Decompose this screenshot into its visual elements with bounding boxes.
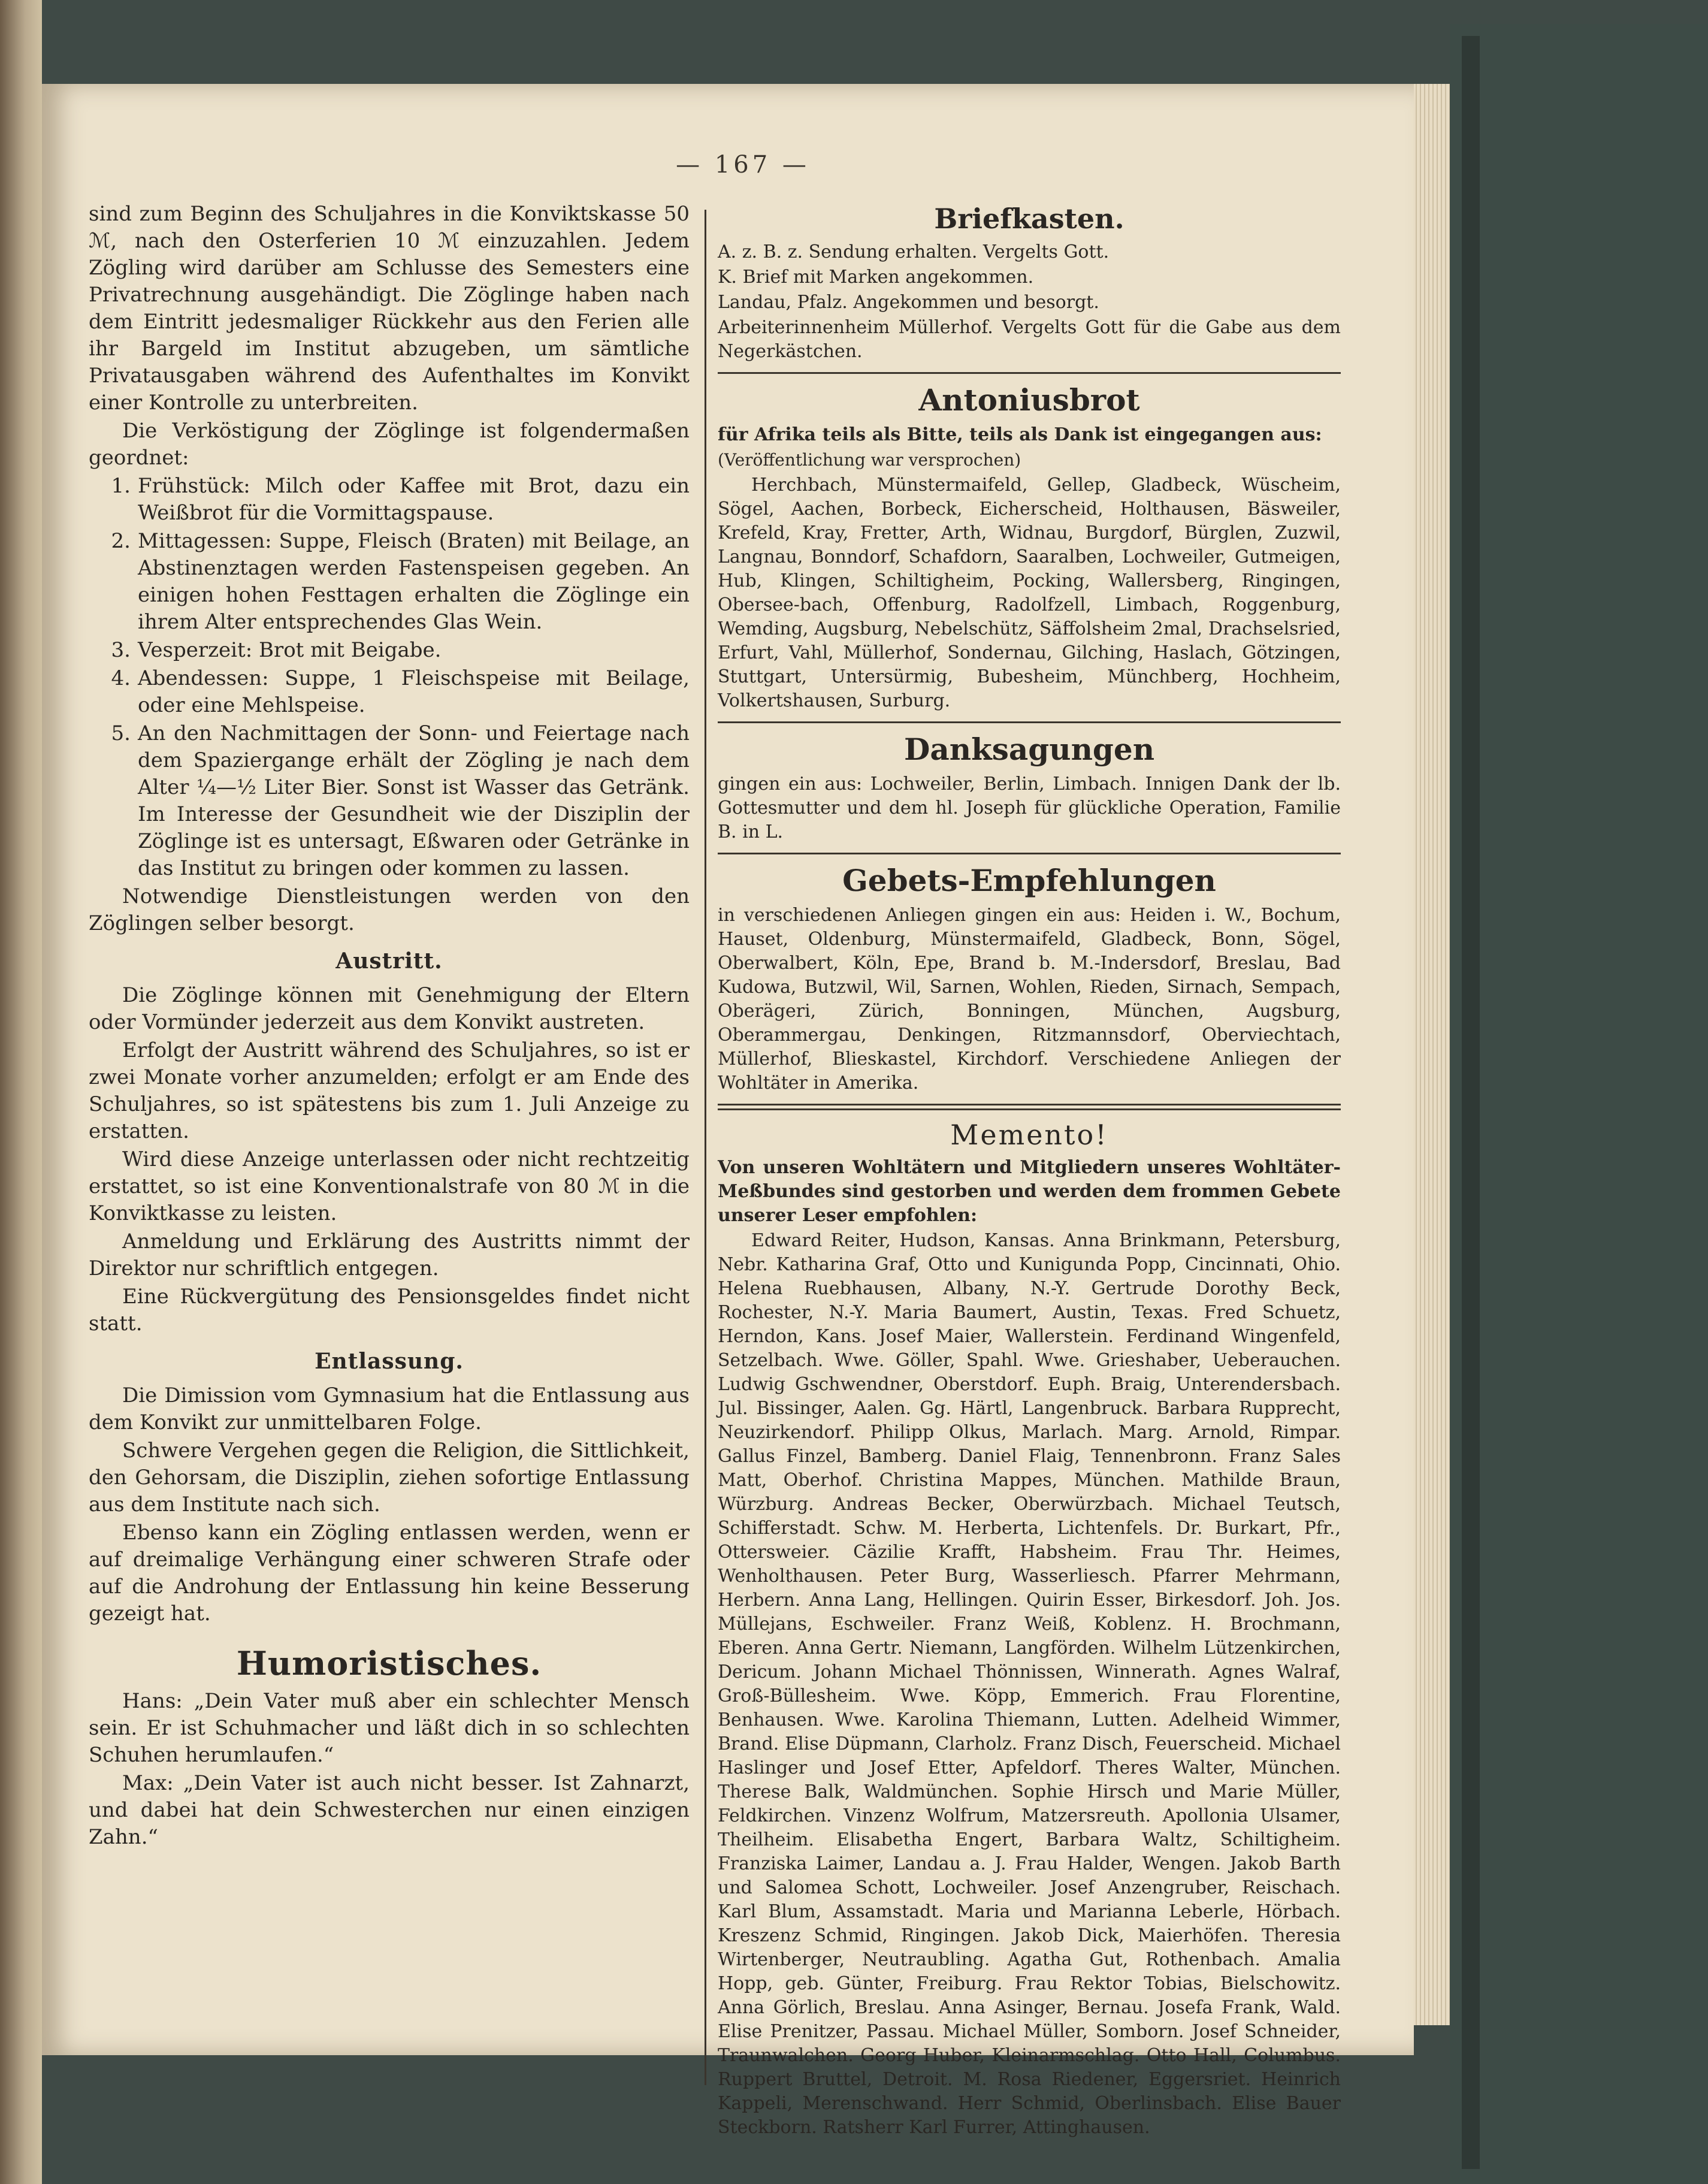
column-divider bbox=[705, 210, 706, 2085]
meals-intro: Die Verköstigung der Zöglinge ist folgendermaßen geordnet: bbox=[89, 419, 690, 470]
section-double-rule bbox=[718, 1104, 1341, 1110]
meal-text: An den Nachmittagen der Sonn- und Feiertage nach dem Spaziergange erhält der Zögling je nach dem Alter ¼—½ Liter Bier. Sonst ist Wasser das Getränk. Im Interesse der Gesundheit wie der Disziplin der Zöglinge ist es untersagt, Eßwaren oder Getränke in das Institut zu bringen oder kommen zu lassen. bbox=[138, 721, 690, 880]
dank-text: gingen ein aus: Lochweiler, Berlin, Limbach. Innigen Dank der lb. Gottesmutter und dem hl. Joseph für glückliche Operation, Familie B. in L. bbox=[718, 774, 1341, 842]
antoniusbrot-subheading: für Afrika teils als Bitte, teils als Dank ist eingegangen aus: bbox=[718, 424, 1322, 445]
meal-number: 2. bbox=[111, 529, 131, 553]
entlassung-heading: Entlassung. bbox=[315, 1349, 464, 1374]
right-column bbox=[718, 201, 1341, 2138]
meal-item bbox=[89, 720, 690, 882]
meal-number: 3. bbox=[111, 638, 131, 662]
humor-paragraph: Hans: „Dein Vater muß aber ein schlechter Mensch sein. Er ist Schuhmacher und läßt dich in so schlechten Schuhen herumlaufen.“ bbox=[89, 1689, 690, 1767]
austritt-heading: Austritt. bbox=[335, 948, 443, 974]
entlassung-paragraph: Ebenso kann ein Zögling entlassen werden, wenn er auf dreimalige Verhängung einer schweren Strafe oder auf die Androhung der Entlassung hin keine Besserung gezeigt hat. bbox=[89, 1521, 690, 1626]
austritt-paragraph: Wird diese Anzeige unterlassen oder nicht rechtzeitig erstattet, so ist eine Konventionalstrafe von 80 ℳ in die Konviktkasse zu leisten. bbox=[89, 1147, 690, 1225]
page-number: — 167 — bbox=[676, 151, 810, 179]
book-page bbox=[42, 84, 1414, 2138]
services-paragraph: Notwendige Dienstleistungen werden von den Zöglingen selber besorgt. bbox=[89, 884, 690, 935]
section-rule bbox=[718, 721, 1341, 723]
briefkasten-line: Landau, Pfalz. Angekommen und besorgt. bbox=[718, 292, 1099, 313]
book-cover-edge bbox=[1462, 36, 1480, 2169]
humor-paragraph: Max: „Dein Vater ist auch nicht besser. Ist Zahnarzt, und dabei hat dein Schwesterchen nur einen einzigen Zahn.“ bbox=[89, 1771, 690, 1849]
meal-number: 5. bbox=[111, 721, 131, 745]
austritt-paragraph: Erfolgt der Austritt während des Schuljahres, so ist er zwei Monate vorher anzumelden; erfolgt er am Ende des Schuljahres, so ist spätestens bis zum 1. Juli Anzeige zu erstatten. bbox=[89, 1038, 690, 1143]
memento-text: Edward Reiter, Hudson, Kansas. Anna Brinkmann, Petersburg, Nebr. Katharina Graf, Otto und Kunigunda Popp, Cincinnati, Ohio. Helena Ruebhausen, Albany, N.-Y. Gertrude Dorothy Beck, Rochester, N.-Y. Maria Baumert, Austin, Texas. Fred Schuetz, Herndon, Kans. Josef Maier, Wallerstein. Ferdinand Wingenfeld, Setzelbach. Wwe. Göller, Spahl. Wwe. Grieshaber, Ueberauchen. Ludwig Gschwendner, Oberstdorf. Euph. Braig, Unterendersbach. Jul. Bissinger, Aalen. Gg. Härtl, Langenbruck. Barbara Rupprecht, Neuzirkendorf. Philipp Olkus, Marlach. Marg. Arnold, Rimpar. Gallus Finzel, Bamberg. Daniel Flaig, Tennenbronn. Franz Sales Matt, Oberhof. Christina Mappes, München. Mathilde Braun, Würzburg. Andreas Becker, Oberwürzbach. Michael Teutsch, Schifferstadt. Schw. M. Herberta, Lichtenfels. Dr. Burkart, Pfr., Ottersweier. Cäzilie Krafft, Habsheim. Frau Thr. Heimes, Wenholthausen. Peter Burg, Wasserliesch. Pfarrer Mehrmann, Herbern. Anna Lang, Hellingen. Quirin Esser, Birkesdorf. Joh. Jos. Müllejans, Eschweiler. Franz Weiß, Koblenz. H. Brochmann, Eberen. Anna Gertr. Niemann, Langförden. Wilhelm Lützenkirchen, Dericum. Johann Michael Thönnissen, Winnerath. Agnes Walraf, Groß-Büllesheim. Wwe. Köpp, Emmerich. Frau Florentine, Benhausen. Wwe. Karolina Thiemann, Lutten. Adelheid Wimmer, Brand. Elise Düpmann, Clarholz. Franz Disch, Feuerscheid. Michael Haslinger und Josef Etter, Apfeldorf. Theres Walter, München. Therese Balk, Waldmünchen. Sophie Hirsch und Marie Müller, Feldkirchen. Vinzenz Wolfrum, Matzersreuth. Apollonia Ulsamer, Theilheim. Elisabetha Engert, Barbara Waltz, Schiltigheim. Franziska Laimer, Landau a. J. Frau Halder, Wengen. Jakob Barth und Salomea Schott, Lochweiler. Josef Anzengruber, Reischach. Karl Blum, Assamstadt. Maria und Marianna Leberle, Hörbach. Kreszenz Schmid, Ringingen. Jakob Dick, Maierhöfen. Theresia Wirtenberger, Neutraubling. Agatha Gut, Rothenbach. Amalia Hopp, geb. Günter, Freiburg. Frau Rektor Tobias, Bielschowitz. Anna Görlich, Breslau. Anna Asinger, Bernau. Josefa Frank, Wald. Elise Prenitzer, Passau. Michael Müller, Somborn. Josef Schneider, Traunwalchen. Georg Huber, Kleinarmschlag. Otto Hall, Columbus. Ruppert Bruttel, Detroit. M. Rosa Riedener, Eggersriet. Heinrich Kappeli, Merenschwand. Herr Schmid, Oberlinsbach. Elise Bauer Steckborn. Ratsherr Karl Furrer, Attinghausen. bbox=[718, 1230, 1341, 2138]
book-cover-right bbox=[1450, 24, 1708, 2184]
briefkasten-line: Arbeiterinnenheim Müllerhof. Vergelts Gott für die Gabe aus dem Negerkästchen. bbox=[718, 317, 1341, 362]
meal-number: 1. bbox=[111, 474, 131, 498]
briefkasten-heading: Briefkasten. bbox=[934, 203, 1124, 235]
humor-heading: Humoristisches. bbox=[236, 1644, 542, 1682]
meal-text: Frühstück: Milch oder Kaffee mit Brot, dazu ein Weißbrot für die Vormittagspause. bbox=[138, 474, 690, 525]
meal-item bbox=[89, 637, 690, 664]
book-spine-left bbox=[0, 0, 42, 2184]
austritt-paragraph: Die Zöglinge können mit Genehmigung der Eltern oder Vormünder jederzeit aus dem Konvikt austreten. bbox=[89, 983, 690, 1034]
section-rule bbox=[718, 853, 1341, 854]
antoniusbrot-heading: Antoniusbrot bbox=[918, 382, 1140, 418]
meal-item bbox=[89, 665, 690, 719]
entlassung-paragraph: Schwere Vergehen gegen die Religion, die Sittlichkeit, den Gehorsam, die Disziplin, ziehen sofortige Entlassung aus dem Institute nach sich. bbox=[89, 1439, 690, 1517]
intro-paragraph: sind zum Beginn des Schuljahres in die Konviktskasse 50 ℳ, nach den Osterferien 10 ℳ einzuzahlen. Jedem Zögling wird darüber am Schlusse des Semesters eine Privatrechnung ausgehändigt. Die Zöglinge haben nach dem Eintritt jedesmaliger Rückkehr aus den Ferien alle ihr Bargeld im Institut abzugeben, um sämtliche Privatausgaben während des Aufenthaltes im Konvikt einer Kontrolle zu unterbreiten. bbox=[89, 202, 690, 415]
austritt-paragraph: Eine Rückvergütung des Pensionsgeldes findet nicht statt. bbox=[89, 1285, 690, 1336]
section-rule bbox=[718, 372, 1341, 374]
antoniusbrot-text: Herchbach, Münstermaifeld, Gellep, Gladbeck, Wüscheim, Sögel, Aachen, Borbeck, Eicherscheid, Holthausen, Bäsweiler, Krefeld, Kray, Fretter, Arth, Widnau, Burgdorf, Bürglen, Zuzwil, Langnau, Bonndorf, Schafdorn, Saaralben, Lochweiler, Gutmeigen, Hub, Klingen, Schiltigheim, Pocking, Wallersberg, Ringingen, Obersee-bach, Offenburg, Radolfzell, Limbach, Roggenburg, Wemding, Augsburg, Nebelschütz, Säffolsheim 2mal, Drachselsried, Erfurt, Vahl, Müllerhof, Sondernau, Gilching, Haslach, Götzingen, Stuttgart, Untersürmig, Bubesheim, Münchberg, Hochheim, Volkertshausen, Surburg. bbox=[718, 475, 1341, 711]
dank-heading: Danksagungen bbox=[903, 732, 1155, 767]
meal-text: Abendessen: Suppe, 1 Fleischspeise mit Beilage, oder eine Mehlspeise. bbox=[138, 666, 690, 717]
antoniusbrot-note: (Veröffentlichung war versprochen) bbox=[718, 450, 1021, 470]
meal-text: Vesperzeit: Brot mit Beigabe. bbox=[138, 638, 442, 662]
austritt-paragraph: Anmeldung und Erklärung des Austritts nimmt der Direktor nur schriftlich entgegen. bbox=[89, 1230, 690, 1280]
meal-item bbox=[89, 473, 690, 527]
entlassung-paragraph: Die Dimission vom Gymnasium hat die Entlassung aus dem Konvikt zur unmittelbaren Folge. bbox=[89, 1383, 690, 1434]
memento-intro: Von unseren Wohltätern und Mitgliedern unseres Wohltäter-Meßbundes sind gestorben und werden dem frommen Gebete unserer Leser empfohlen: bbox=[718, 1157, 1341, 1226]
briefkasten-line: A. z. B. z. Sendung erhalten. Vergelts Gott. bbox=[718, 241, 1110, 262]
gebets-heading: Gebets-Empfehlungen bbox=[842, 863, 1216, 898]
briefkasten-line: K. Brief mit Marken angekommen. bbox=[718, 267, 1034, 288]
meal-text: Mittagessen: Suppe, Fleisch (Braten) mit Beilage, an Abstinenztagen werden Fastenspeisen gegeben. An einigen hohen Festtagen erhalten die Zöglinge ein ihrem Alter entsprechendes Glas Wein. bbox=[138, 529, 690, 634]
left-column bbox=[89, 201, 690, 2088]
gebets-text: in verschiedenen Anliegen gingen ein aus: Heiden i. W., Bochum, Hauset, Oldenburg, Münstermaifeld, Gladbeck, Bonn, Sögel, Oberwalbert, Köln, Epe, Brand b. M.-Indersdorf, Breslau, Bad Kudowa, Butzwil, Wil, Sarnen, Wohlen, Rieden, Sirnach, Sempach, Oberägeri, Zürich, Bonningen, München, Augsburg, Oberammergau, Denkingen, Ritzmannsdorf, Oberviechtach, Müllerhof, Blieskastel, Kirchdorf. Verschiedene Anliegen der Wohltäter in Amerika. bbox=[718, 905, 1341, 1093]
meal-item bbox=[89, 528, 690, 636]
meal-number: 4. bbox=[111, 666, 131, 690]
memento-heading: Memento! bbox=[950, 1119, 1108, 1151]
